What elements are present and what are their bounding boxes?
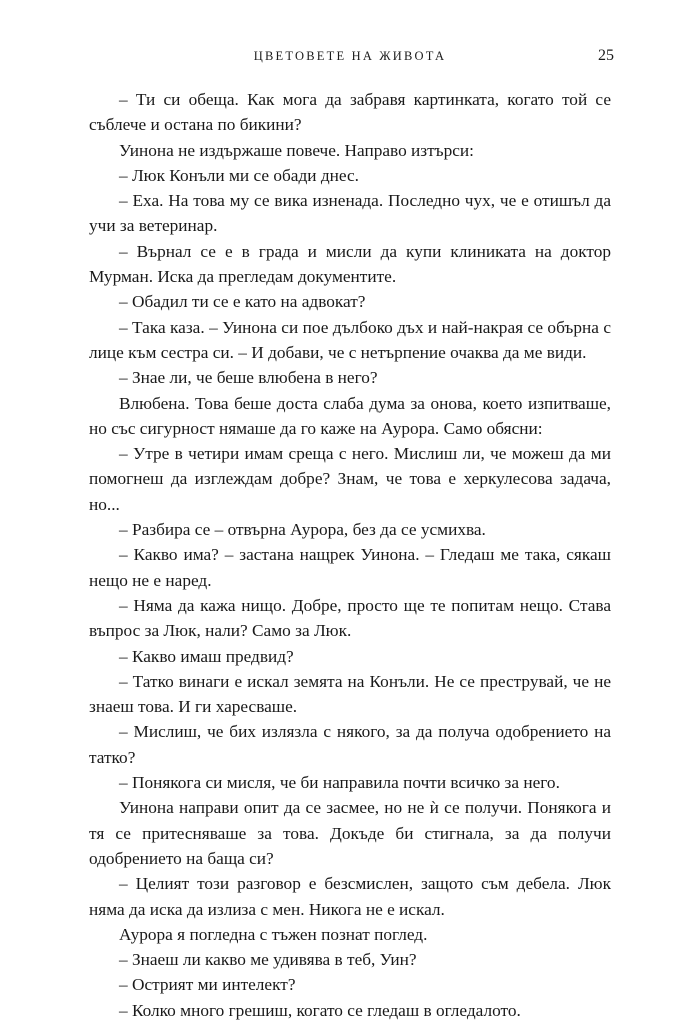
paragraph: – Знаеш ли какво ме удивява в теб, Уин? (119, 950, 417, 970)
paragraph: – Така каза. – Уинона си пое дълбоко дъх и най-накрая се обърна с лице към сестра си. – И добави, че с нетърпение очаква да ме види. (89, 317, 611, 362)
paragraph: – Острият ми интелект? (119, 975, 296, 995)
paragraph: – Върнал се е в града и мисли да купи клиниката на доктор Мурман. Иска да прегледам документите. (89, 241, 611, 287)
paragraph: Аурора я погледна с тъжен познат поглед. (119, 924, 428, 944)
body-text (89, 87, 611, 1023)
paragraph: Уинона направи опит да се засмее, но не ѝ се получи. Понякога и тя се притесняваше за това. Докъде би стигнала, за да получи одобрението на баща си? (89, 798, 611, 868)
paragraph: – Разбира се – отвърна Аурора, без да се усмихва. (119, 520, 486, 540)
paragraph: – Еха. На това му се вика изненада. Последно чух, че е отишъл да учи за ветеринар. (89, 191, 611, 236)
paragraph: – Какво имаш предвид? (119, 646, 294, 666)
paragraph: – Утре в четири имам среща с него. Мислиш ли, че можеш да ми помогнеш да изглеждам добре? Знам, че това е херкулесова задача, но... (89, 444, 611, 514)
paragraph: – Понякога си мисля, че би направила почти всичко за него. (119, 773, 560, 793)
paragraph: – Обадил ти се е като на адвокат? (119, 292, 366, 312)
paragraph: – Люк Конъли ми се обади днес. (119, 165, 359, 185)
paragraph: – Знае ли, че беше влюбена в него? (119, 368, 378, 388)
paragraph: – Татко винаги е искал земята на Конъли. Не се преструвай, че не знаеш това. И ги харесваше. (89, 671, 611, 717)
paragraph: – Мислиш, че бих излязла с някого, за да получа одобрението на татко? (89, 722, 611, 767)
running-head-title: ЦВЕТОВЕТЕ НА ЖИВОТА (253, 49, 447, 63)
paragraph: – Какво има? – застана нащрек Уинона. – Гледаш ме така, сякаш нещо не е наред. (89, 545, 611, 590)
paragraph: – Целият този разговор е безсмислен, защото съм дебела. Люк няма да иска да излиза с мен. Никога не е искал. (89, 874, 611, 919)
running-header (0, 45, 700, 67)
paragraph: Влюбена. Това беше доста слаба дума за онова, което изпитваше, но със сигурност нямаше да го каже на Аурора. Само обясни: (89, 393, 611, 438)
page-number: 25 (598, 47, 614, 64)
paragraph: – Ти си обеща. Как мога да забравя картинката, когато той се съблече и остана по бикини? (89, 90, 611, 135)
paragraph: – Няма да кажа нищо. Добре, просто ще те попитам нещо. Става въпрос за Люк, нали? Само за Люк. (89, 595, 611, 641)
paragraph: Уинона не издържаше повече. Направо изтърси: (119, 140, 474, 160)
paragraph: – Колко много грешиш, когато се гледаш в огледалото. (119, 1000, 521, 1020)
